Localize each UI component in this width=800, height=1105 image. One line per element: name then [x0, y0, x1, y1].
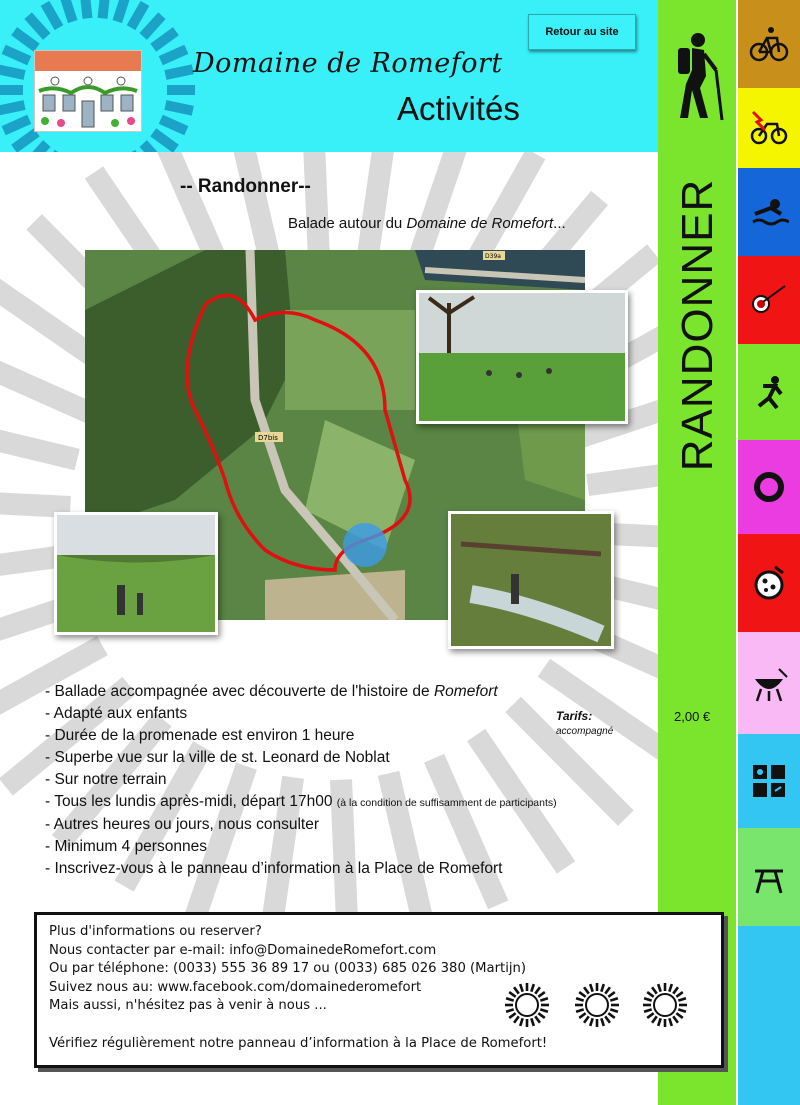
feature-text: - Minimum 4 personnes: [45, 838, 207, 855]
tarifs-label: Tarifs:: [556, 709, 593, 723]
feature-item: [45, 791, 557, 814]
contact-box: [34, 912, 724, 1068]
vertical-title-text: RANDONNER: [673, 178, 722, 472]
hiking-icon: [749, 372, 789, 412]
menu-item-barbecue[interactable]: [738, 632, 800, 734]
feature-text: - Ballade accompagnée avec découverte de l'histoire de: [45, 683, 434, 700]
feature-text: - Superbe vue sur la ville de st. Leonard de Noblat: [45, 749, 390, 766]
menu-item-hiking[interactable]: [738, 344, 800, 440]
picnic-icon: [749, 857, 789, 897]
ring-icon: [749, 467, 789, 507]
contact-line: Plus d'informations ou reserver?: [49, 924, 262, 939]
price-value: 2,00 €: [674, 709, 711, 724]
swimming-icon: [749, 192, 789, 232]
back-to-site-button[interactable]: Retour au site: [528, 14, 636, 50]
activity-features-list: [45, 681, 557, 880]
menu-item-games[interactable]: [738, 734, 800, 828]
header-banner: [0, 0, 658, 152]
menu-item-archery[interactable]: [738, 256, 800, 344]
contact-line: Suivez nous au: www.facebook.com/domainederomefort: [49, 979, 422, 995]
map-road-label-top: D39a: [485, 253, 501, 260]
intro-prefix: Balade autour du: [288, 215, 407, 232]
activity-vertical-title: [673, 178, 722, 472]
contact-footer: Vérifiez régulièrement notre panneau d’information à la Place de Romefort!: [49, 1036, 548, 1051]
sun-icons: [499, 975, 699, 1035]
feature-text: - Tous les lundis après-midi, départ 17h00: [45, 793, 337, 810]
feature-text: - Inscrivez-vous à le panneau d’information à la Place de Romefort: [45, 860, 503, 877]
hiker-icon: [670, 30, 726, 122]
feature-text: - Durée de la promenade est environ 1 heure: [45, 727, 355, 744]
bike-icon: [749, 24, 789, 64]
feature-text: - Sur notre terrain: [45, 771, 167, 788]
pizza-icon: [749, 563, 789, 603]
site-name: Domaine de Romefort: [193, 48, 503, 79]
feature-item: [45, 769, 557, 791]
sun-icon: [505, 983, 549, 1027]
games-icon: [749, 761, 789, 801]
feature-item: [45, 814, 557, 836]
feature-item: [45, 681, 557, 703]
page-title: Activités: [397, 90, 520, 127]
feature-item: [45, 858, 557, 880]
feature-item: [45, 703, 557, 725]
barbecue-icon: [749, 663, 789, 703]
contact-line: Mais aussi, n'hésitez pas à venir à nous ...: [49, 998, 327, 1013]
feature-item: [45, 836, 557, 858]
menu-item-ring[interactable]: [738, 440, 800, 534]
section-title: -- Randonner--: [180, 176, 311, 197]
feature-em: Romefort: [433, 683, 498, 700]
feature-text: - Autres heures ou jours, nous consulter: [45, 816, 319, 833]
intro-text: [288, 215, 566, 232]
menu-item-swimming[interactable]: [738, 168, 800, 256]
archery-icon: [749, 280, 789, 320]
contact-line: Nous contacter par e-mail: info@DomainedeRomefort.com: [49, 942, 437, 958]
domaine-logo-icon: [34, 50, 142, 132]
map-road-label-mid: D7bis: [258, 434, 278, 442]
contact-line: Ou par téléphone: (0033) 555 36 89 17 ou (0033) 685 026 380 (Martijn): [49, 961, 527, 976]
intro-em: Domaine de Romefort: [406, 215, 554, 232]
menu-item-blank: [738, 926, 800, 1105]
sun-icon: [643, 983, 687, 1027]
sun-icon: [575, 983, 619, 1027]
feature-text: - Adapté aux enfants: [45, 705, 188, 722]
electric-bike-icon: [749, 108, 789, 148]
feature-item: [45, 725, 557, 747]
photo-hill-walk: [54, 512, 218, 635]
intro-suffix: ...: [553, 215, 566, 232]
feature-note: (à la condition de suffisamment de participants): [336, 797, 557, 809]
feature-item: [45, 747, 557, 769]
activity-menu: [738, 0, 800, 1105]
tarifs-sub: accompagné: [556, 726, 614, 737]
menu-item-bike[interactable]: [738, 0, 800, 88]
menu-item-electric-bike[interactable]: [738, 88, 800, 168]
photo-forest-stream: [448, 511, 614, 649]
menu-item-picnic[interactable]: [738, 828, 800, 926]
menu-item-pizza[interactable]: [738, 534, 800, 632]
contact-text: [49, 923, 526, 1016]
photo-meadow-group: [416, 290, 628, 424]
